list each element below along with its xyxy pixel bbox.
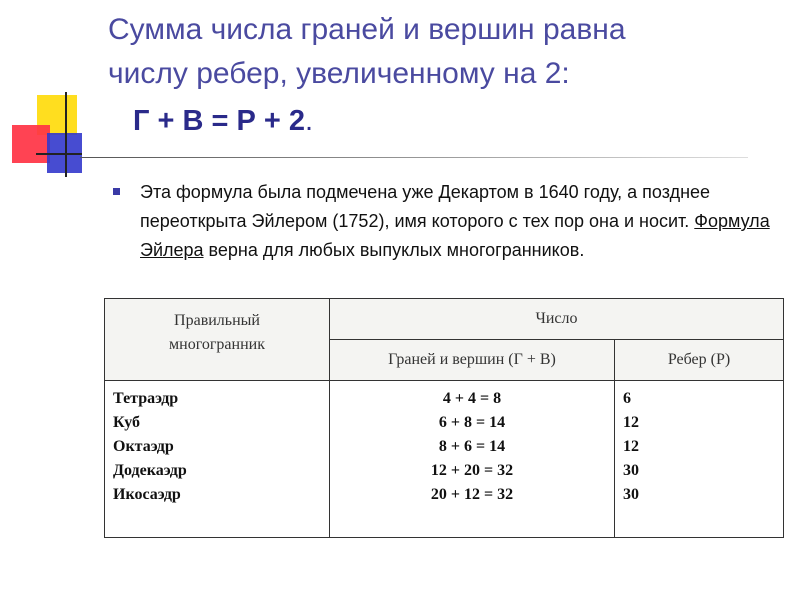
header-faces-vertices: Граней и вершин (Г + В) <box>330 340 615 381</box>
edges-cell <box>615 381 784 538</box>
polyhedron-names-cell <box>105 381 330 538</box>
formula-end: . <box>305 105 314 137</box>
polyhedron-name: Додекаэдр <box>113 462 187 479</box>
faces-vertices-sum: 12 + 20 = 32 <box>430 462 514 479</box>
edges-count: 12 <box>623 438 639 455</box>
description-paragraph <box>140 178 780 265</box>
euler-formula-link[interactable]: Формула Эйлера <box>140 211 770 260</box>
header-polyhedron-line2: многогранник <box>169 336 265 353</box>
title-line-2: числу ребер, увеличенному на 2: <box>108 57 570 90</box>
faces-vertices-sum: 6 + 8 = 14 <box>438 414 506 431</box>
polyhedron-name: Куб <box>113 414 140 431</box>
edges-count: 30 <box>623 486 639 503</box>
bullet-marker <box>113 188 120 195</box>
title-divider <box>80 157 748 158</box>
table-row <box>105 381 784 538</box>
polyhedron-name: Октаэдр <box>113 438 174 455</box>
slide-title <box>108 8 768 96</box>
title-line-1: Сумма числа граней и вершин равна <box>108 13 626 46</box>
header-polyhedron <box>105 299 330 381</box>
polyhedra-table <box>104 298 784 538</box>
edges-count: 12 <box>623 414 639 431</box>
decor-vertical-line <box>65 92 67 177</box>
header-number: Число <box>330 299 784 340</box>
decor-horizontal-line <box>36 153 82 155</box>
faces-vertices-sum: 4 + 4 = 8 <box>442 390 502 407</box>
euler-formula <box>133 101 313 141</box>
decor-red-square <box>12 125 50 163</box>
faces-vertices-sum: 8 + 6 = 14 <box>438 438 506 455</box>
header-polyhedron-line1: Правильный <box>174 312 260 329</box>
edges-count: 30 <box>623 462 639 479</box>
edges-count: 6 <box>623 390 631 407</box>
header-edges: Ребер (Р) <box>615 340 784 381</box>
paragraph-text-before: Эта формула была подмечена уже Декартом в 1640 году, а позднее переоткрыта Эйлером (1752), имя которого с тех пор она и носит. <box>140 182 711 231</box>
polyhedron-name: Икосаэдр <box>113 486 181 503</box>
faces-vertices-cell <box>330 381 615 538</box>
paragraph-text-after: верна для любых выпуклых многогранников. <box>203 240 585 260</box>
formula-text: Г + В = Р + 2 <box>133 105 306 137</box>
faces-vertices-sum: 20 + 12 = 32 <box>430 486 514 503</box>
polyhedron-name: Тетраэдр <box>113 390 179 407</box>
